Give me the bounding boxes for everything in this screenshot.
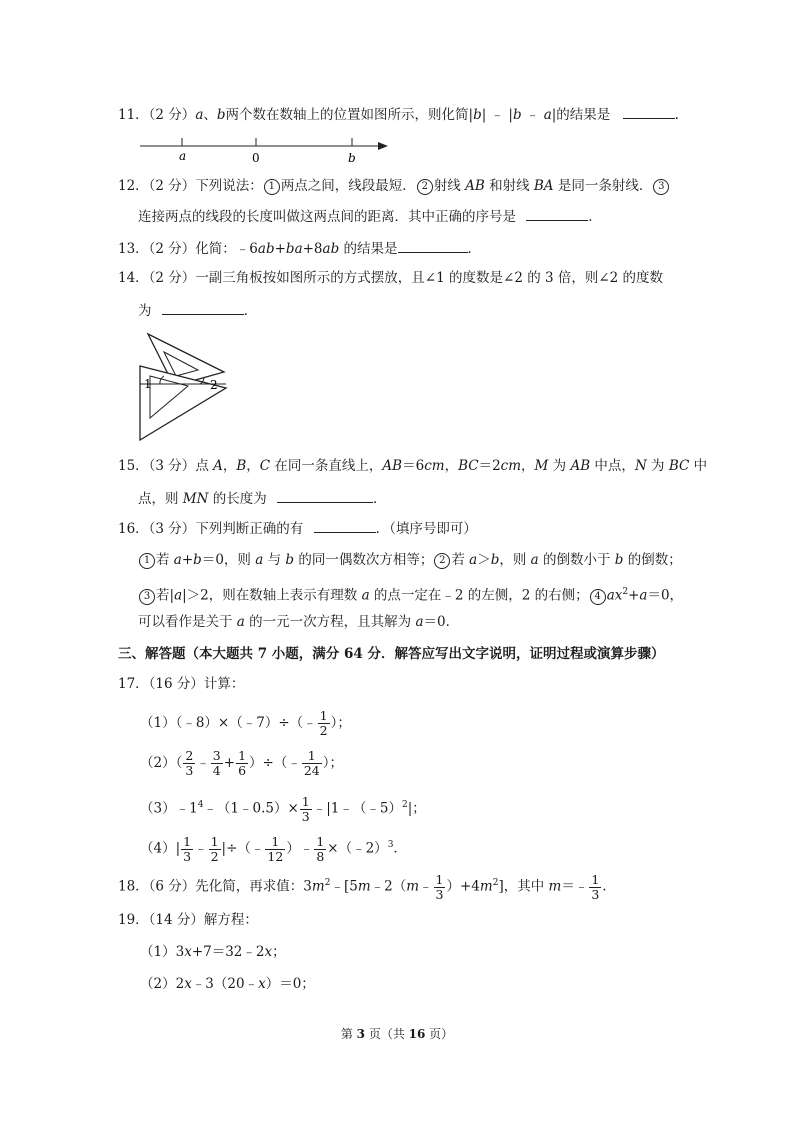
q13-text: +8 xyxy=(302,241,323,257)
q15-text: 为 xyxy=(646,458,669,474)
q18-text: ﹣2（ xyxy=(370,878,407,895)
q13-text: 化简：﹣6 xyxy=(195,241,258,257)
exponent: 2 xyxy=(401,800,408,810)
page-number: 3 xyxy=(356,1027,365,1041)
question-16-line4 xyxy=(138,612,459,632)
q16-text: 可以看作是关于 xyxy=(138,614,237,630)
q16-text: ＝0， xyxy=(647,587,684,604)
var: A xyxy=(213,458,223,474)
q14-text: 一副三角板按如图所示的方式摆放，且∠1 的度数是∠2 的 3 倍，则∠2 的度数 xyxy=(195,270,664,286)
question-14-line2 xyxy=(138,300,257,321)
var-x: x xyxy=(184,976,192,992)
var: a xyxy=(530,552,539,568)
var: N xyxy=(634,458,647,474)
q16-text: ．（填序号即可） xyxy=(375,521,477,537)
expr-text: ）÷（﹣ xyxy=(249,755,301,771)
label-b: b xyxy=(348,151,356,165)
answer-blank xyxy=(398,238,468,253)
question-16-line1 xyxy=(118,518,477,539)
fraction xyxy=(265,835,285,864)
answer-blank xyxy=(162,300,244,315)
exponent: 2 xyxy=(622,587,629,597)
q11-text: | ﹣ | xyxy=(481,107,513,123)
fraction xyxy=(434,873,446,902)
var: a xyxy=(174,587,183,604)
expr-text: （3）﹣1 xyxy=(140,800,198,817)
question-13 xyxy=(118,238,481,259)
var: a xyxy=(236,614,245,630)
footer-text: 第 xyxy=(340,1027,357,1041)
var: b xyxy=(285,552,295,568)
expr-text: （4）| xyxy=(140,840,181,857)
fraction xyxy=(209,835,221,864)
q15-text: 的长度为 xyxy=(208,491,267,507)
operator: ﹣ xyxy=(194,840,208,857)
q11-text: 两个数在数轴上的位置如图所示，则化简| xyxy=(225,107,474,123)
numerator: 1 xyxy=(591,871,600,887)
var-ab: AB xyxy=(465,178,485,194)
fraction xyxy=(211,749,223,778)
separator: ， xyxy=(222,458,237,474)
denominator: 12 xyxy=(267,848,284,864)
var: MN xyxy=(182,491,209,507)
denominator: 3 xyxy=(185,763,194,778)
fraction xyxy=(300,795,312,824)
expr-text: ﹣3（20﹣ xyxy=(191,976,259,992)
q16-text: + xyxy=(628,587,640,604)
var-m: m xyxy=(406,878,420,895)
circled-number: 3 xyxy=(139,589,155,605)
numerator: 1 xyxy=(210,833,219,849)
separator: ， xyxy=(521,458,535,474)
circled-number: 4 xyxy=(590,589,606,605)
separator: ， xyxy=(246,458,260,474)
q17-part2 xyxy=(140,746,343,780)
exponent: 2 xyxy=(492,878,499,888)
denominator: 3 xyxy=(183,848,192,864)
q19-part2 xyxy=(140,974,315,994)
answer-blank xyxy=(623,104,675,119)
q15-text: ＝2 xyxy=(478,458,501,474)
period: ． xyxy=(243,303,258,319)
question-15-line2 xyxy=(138,488,387,509)
var-ab: ab xyxy=(322,241,340,257)
var: M xyxy=(534,458,549,474)
numerator: 1 xyxy=(319,708,328,723)
q13-text: + xyxy=(274,241,286,257)
expr-text: ）﹣ xyxy=(286,840,314,857)
fraction xyxy=(302,749,322,778)
period: ． xyxy=(373,491,387,507)
circled-number: 1 xyxy=(264,179,280,195)
exponent: 3 xyxy=(387,840,394,850)
var: a xyxy=(361,587,370,604)
denominator: 24 xyxy=(303,763,320,778)
expr-text: ）； xyxy=(322,755,343,771)
expr-text: （1）（﹣8）×（﹣7）÷（﹣ xyxy=(140,715,317,731)
q12-text: 连接两点的线段的长度叫做这两点间的距离．其中正确的序号是 xyxy=(138,209,516,225)
unit: cm xyxy=(424,458,445,474)
q13-text: 的结果是 xyxy=(339,241,398,257)
var: b xyxy=(193,552,202,568)
var-m: m xyxy=(357,878,371,895)
var: a xyxy=(469,552,478,568)
var-a: a xyxy=(543,107,552,123)
q18-text: ﹣[5 xyxy=(330,878,358,895)
question-16-line2 xyxy=(138,550,682,570)
q16-text: |＞2，则在数轴上表示有理数 xyxy=(182,587,362,604)
q17-part3 xyxy=(140,788,426,826)
var: a xyxy=(173,552,182,568)
var: b xyxy=(490,552,500,568)
var: a xyxy=(639,587,648,604)
denominator: 2 xyxy=(319,723,328,738)
expr-text: ）＝0； xyxy=(265,976,315,992)
question-18 xyxy=(118,866,607,904)
q18-text: 18．（6 分）先化简，再求值：3 xyxy=(118,878,312,895)
q18-text: ＝﹣ xyxy=(561,878,589,895)
question-19-head: 19．（14 分）解方程： xyxy=(118,912,258,928)
question-15-line1 xyxy=(118,456,707,476)
q11-text: ﹣ xyxy=(521,107,544,123)
fraction xyxy=(314,835,326,864)
answer-blank xyxy=(277,488,373,503)
denominator: 6 xyxy=(238,763,247,778)
q16-text: ，则 xyxy=(499,552,531,568)
q15-text: ＝6 xyxy=(402,458,425,474)
question-16-line3 xyxy=(138,582,683,606)
var: B xyxy=(236,458,247,474)
q17-part1 xyxy=(140,706,351,740)
fraction xyxy=(589,873,601,902)
label-a: a xyxy=(179,149,187,163)
period: ． xyxy=(467,241,482,257)
var: ax xyxy=(606,587,623,604)
footer-text: 页（共 xyxy=(365,1027,409,1041)
numerator: 1 xyxy=(316,833,325,849)
circled-number: 2 xyxy=(434,553,450,569)
q16-text: 的倒数小于 xyxy=(538,552,615,568)
var: C xyxy=(259,458,271,474)
q16-text: 下列判断正确的有 xyxy=(195,521,304,537)
var: AB xyxy=(382,458,403,474)
expr-text: ． xyxy=(393,840,407,857)
var: BC xyxy=(668,458,690,474)
q12-text: 射线 xyxy=(433,178,466,194)
page-footer xyxy=(0,1024,794,1044)
angle-label-2: 2 xyxy=(210,378,218,392)
q16-text: ＝0． xyxy=(423,614,460,630)
period: . xyxy=(602,878,607,895)
expr-text: |； xyxy=(407,800,426,817)
operator: + xyxy=(223,755,236,771)
numerator: 1 xyxy=(265,835,285,850)
circled-number: 1 xyxy=(139,553,155,569)
var-ba: ba xyxy=(285,241,303,257)
q16-text: ＞ xyxy=(477,552,491,568)
operator: ﹣ xyxy=(196,755,210,771)
expr-text: ； xyxy=(272,944,286,960)
q13-number: 13．（2 分） xyxy=(118,241,196,257)
var-ab: ab xyxy=(257,241,275,257)
numerator: 1 xyxy=(183,833,192,849)
q14-number: 14．（2 分） xyxy=(118,270,196,286)
circled-number: 3 xyxy=(653,179,669,195)
period: . xyxy=(674,107,679,123)
q16-text: 的倒数； xyxy=(623,552,682,568)
q15-number: 15．（3 分） xyxy=(118,458,196,474)
label-0: 0 xyxy=(252,151,260,165)
denominator: 4 xyxy=(212,763,221,778)
var: a xyxy=(415,614,424,630)
expr-text: ）； xyxy=(330,715,351,731)
denominator: 3 xyxy=(591,886,600,902)
q15-text: 中 xyxy=(689,458,708,474)
var-x: x xyxy=(184,944,192,960)
q15-text: 点，则 xyxy=(138,491,183,507)
exponent: 2 xyxy=(324,878,331,888)
fraction xyxy=(183,749,195,778)
triangle-rulers-figure xyxy=(134,328,234,444)
q18-text: ]，其中 xyxy=(498,878,549,895)
var-a: a xyxy=(195,107,204,123)
q16-text: 的一元一次方程，且其解为 xyxy=(244,614,416,630)
var-ba: BA xyxy=(533,178,554,194)
var-m: m xyxy=(479,878,493,895)
q15-text: 在同一条直线上， xyxy=(270,458,383,474)
var-b: b xyxy=(216,107,226,123)
expr-text: （2）（ xyxy=(140,755,183,771)
q16-text: 若| xyxy=(156,587,175,604)
q12-text: 下列说法： xyxy=(195,178,263,194)
numerator: 1 xyxy=(435,871,444,887)
answer-blank xyxy=(526,206,588,221)
footer-text: 页） xyxy=(425,1027,454,1041)
q11-number: 11．（2 分） xyxy=(118,107,196,123)
answer-blank xyxy=(314,518,376,533)
circled-number: 2 xyxy=(417,179,433,195)
period: ． xyxy=(588,209,602,225)
question-11 xyxy=(118,104,679,125)
var-x: x xyxy=(258,976,266,992)
fraction xyxy=(318,709,330,738)
expr-text: （1）3 xyxy=(140,944,185,960)
q16-text: 与 xyxy=(263,552,286,568)
expr-text: （2）2 xyxy=(140,976,185,992)
q14-text: 为 xyxy=(138,303,152,319)
q11-text: |的结果是 xyxy=(551,107,611,123)
q12-text: 是同一条射线． xyxy=(553,178,653,194)
var-b: b xyxy=(473,107,482,123)
denominator: 8 xyxy=(316,848,325,864)
expr-text: ﹣（1﹣0.5）× xyxy=(203,800,299,817)
q16-text: 的同一偶数次方相等； xyxy=(294,552,434,568)
question-17-head: 17．（16 分）计算： xyxy=(118,676,245,692)
var-x: x xyxy=(264,944,273,960)
numerator: 1 xyxy=(301,793,310,809)
q16-text: ＝0，则 xyxy=(201,552,256,568)
var-m: m xyxy=(548,878,562,895)
q15-text: 中点， xyxy=(590,458,635,474)
q15-text: 点 xyxy=(195,458,214,474)
denominator: 3 xyxy=(435,886,444,902)
expr-text: ×（﹣2） xyxy=(327,840,388,857)
var: BC xyxy=(458,458,479,474)
var: AB xyxy=(570,458,591,474)
exponent: 4 xyxy=(197,800,204,810)
number-line-figure xyxy=(136,134,396,166)
question-14-line1 xyxy=(118,268,663,288)
section-title: 三、解答题（本大题共 7 小题，满分 64 分．解答应写出文字说明，证明过程或演算步骤） xyxy=(118,646,665,662)
denominator: 2 xyxy=(210,848,219,864)
expr-text: |÷（﹣ xyxy=(221,840,265,857)
var-b: b xyxy=(512,107,522,123)
q16-text: 若 xyxy=(451,552,470,568)
denominator: 3 xyxy=(301,808,310,824)
q12-number: 12．（2 分） xyxy=(118,178,196,194)
var: b xyxy=(614,552,624,568)
q16-text: 的点一定在﹣2 的左侧，2 的右侧； xyxy=(369,587,589,604)
question-12-line1 xyxy=(118,176,670,196)
expr-text: ﹣|1﹣（﹣5） xyxy=(312,800,402,817)
q18-text: ）+4 xyxy=(446,878,480,895)
expr-text: +7＝32﹣2 xyxy=(191,944,265,960)
q16-text: 若 xyxy=(156,552,174,568)
fraction xyxy=(236,749,248,778)
q18-text: ﹣ xyxy=(419,878,433,895)
q17-part4 xyxy=(140,828,407,866)
q12-text: 和射线 xyxy=(484,178,534,194)
var: a xyxy=(255,552,264,568)
unit: cm xyxy=(500,458,522,474)
arrow-head-icon xyxy=(378,142,388,150)
fraction xyxy=(181,835,193,864)
numerator: 1 xyxy=(238,748,247,763)
numerator: 1 xyxy=(302,749,322,764)
q16-text: + xyxy=(181,552,194,568)
var-m: m xyxy=(311,878,325,895)
numerator: 2 xyxy=(185,748,194,763)
numerator: 3 xyxy=(212,748,221,763)
q15-text: 为 xyxy=(548,458,571,474)
question-12-line2 xyxy=(138,206,602,227)
q12-text: 两点之间，线段最短． xyxy=(280,178,416,194)
separator: ， xyxy=(444,458,459,474)
q16-number: 16．（3 分） xyxy=(118,521,196,537)
angle-label-1: 1 xyxy=(144,377,152,391)
separator: 、 xyxy=(203,107,217,123)
page-total: 16 xyxy=(408,1027,426,1041)
q19-part1 xyxy=(140,942,286,962)
